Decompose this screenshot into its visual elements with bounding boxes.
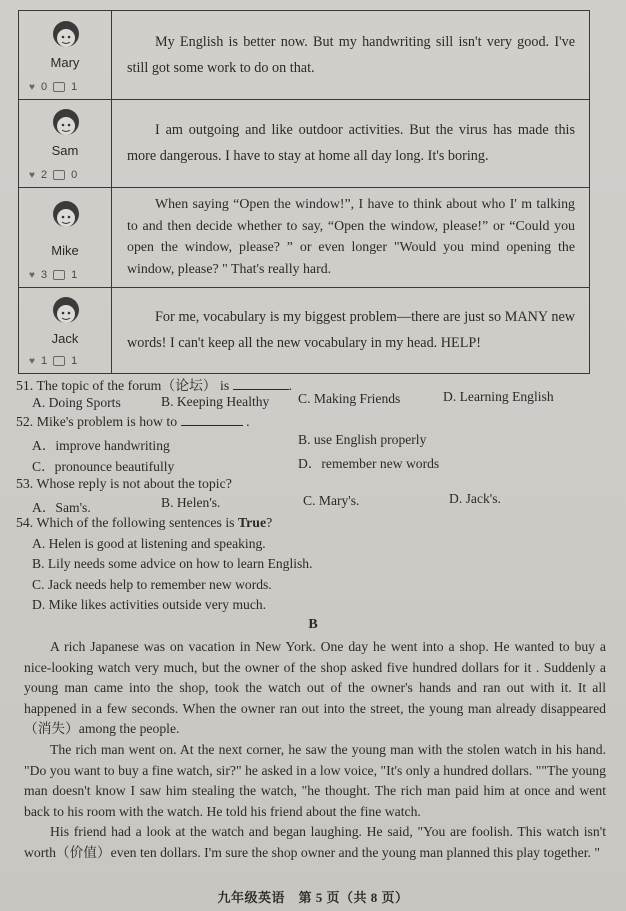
paragraph: A rich Japanese was on vacation in New York. One day he went into a shop. He wanted to buy a nice-looking watch very much, but the owner of the shop asked five hundred dollars for it . Suddenly a young man came into the shop, took the watch out of the owner's hands and ran out with it. It all happened in a few seconds. When the owner ran out into the street, the young man already disappeared（消失）among the people. <box>24 639 606 737</box>
like-count: 1 <box>40 355 48 367</box>
post-text-content: My English is better now. But my handwriting sill isn't very good. I've still got some work to do on that. <box>127 34 575 76</box>
question-51 <box>16 374 292 394</box>
like-count: 2 <box>40 169 48 181</box>
like-count: 3 <box>40 269 48 281</box>
user-cell <box>19 287 112 373</box>
comment-icon <box>53 356 65 366</box>
page-footer: 九年级英语 第 5 页（共 8 页） <box>217 890 409 905</box>
question-stem: 52. Mike's problem is how to <box>16 414 178 429</box>
avatar-icon <box>49 19 83 53</box>
question-54 <box>16 515 272 531</box>
option-c[interactable]: C．pronounce beautifully <box>32 459 175 474</box>
option-a[interactable]: A. Helen is good at listening and speaking. <box>32 536 266 551</box>
option-d[interactable]: D．remember new words <box>298 456 440 471</box>
option-b[interactable]: B. Helen's. <box>161 495 221 510</box>
post-text <box>127 99 575 187</box>
forum-row-jack <box>19 287 589 373</box>
answer-blank[interactable] <box>233 389 289 390</box>
heart-icon: ♥ <box>29 355 35 367</box>
option-a[interactable]: A．Sam's. <box>32 500 91 515</box>
avatar-icon <box>49 199 83 233</box>
comment-icon <box>53 270 65 280</box>
forum-row-mike <box>19 187 589 288</box>
question-stem: 51. The topic of the forum（论坛） is <box>16 378 230 393</box>
section-b-heading: B <box>308 617 318 632</box>
post-text-content: I am outgoing and like outdoor activities. But the virus has made this more dangerous. I have to stay at home all day long. It's boring. <box>127 122 575 164</box>
user-cell <box>19 187 112 287</box>
avatar-icon <box>49 107 83 141</box>
comment-icon <box>53 170 65 180</box>
username: Jack <box>51 331 79 346</box>
option-b[interactable]: B. Keeping Healthy <box>161 394 270 409</box>
post-stats <box>29 169 77 181</box>
heart-icon: ♥ <box>29 81 35 93</box>
forum-row-sam <box>19 99 589 188</box>
avatar-icon <box>49 295 83 329</box>
reading-passage <box>24 637 606 864</box>
question-stem: 54. Which of the following sentences is <box>16 515 235 530</box>
comment-count: 1 <box>71 269 78 281</box>
forum-table <box>18 10 590 374</box>
comment-count: 1 <box>71 355 78 367</box>
question-stem-end: . <box>246 414 250 429</box>
post-text-content: For me, vocabulary is my biggest problem—there are just so MANY new words! I can't keep all the new vocabulary in my head. HELP! <box>127 309 575 351</box>
user-cell <box>19 11 112 99</box>
question-52 <box>16 414 250 430</box>
option-d[interactable]: D. Mike likes activities outside very much. <box>32 597 267 612</box>
option-c[interactable]: C. Jack needs help to remember new words. <box>32 577 272 592</box>
question-53: 53. Whose reply is not about the topic? <box>16 476 232 491</box>
username: Mike <box>51 243 79 258</box>
comment-icon <box>53 82 65 92</box>
option-a[interactable]: A．improve handwriting <box>32 438 170 453</box>
question-stem-bold: True <box>238 515 267 530</box>
option-c[interactable]: C. Making Friends <box>298 391 401 406</box>
option-d[interactable]: D. Jack's. <box>449 491 501 506</box>
answer-blank[interactable] <box>181 425 243 426</box>
heart-icon: ♥ <box>29 169 35 181</box>
paragraph: The rich man went on. At the next corner, he saw the young man with the stolen watch in his hand. "Do you want to buy a fine watch, sir?" he asked in a low voice, "It's only a hundred dollars. ""The young man doesn't know I saw him stealing the watch, "he thought. The rich man paid him at once and went back to his room with the watch. He told his friend about the fine watch. <box>24 741 606 819</box>
post-stats <box>29 355 77 367</box>
post-stats <box>29 269 77 281</box>
username: Sam <box>51 143 79 158</box>
post-stats <box>29 81 77 93</box>
user-cell <box>19 99 112 187</box>
heart-icon: ♥ <box>29 269 35 281</box>
option-a[interactable]: A. Doing Sports <box>32 395 121 410</box>
option-d[interactable]: D. Learning English <box>443 389 554 404</box>
option-b[interactable]: B. use English properly <box>298 432 427 447</box>
paragraph: His friend had a look at the watch and began laughing. He said, "You are foolish. This watch isn't worth（价值）even ten dollars. I'm sure the shop owner and the young man planned this play together. " <box>24 824 606 860</box>
comment-count: 1 <box>71 81 78 93</box>
question-stem-end: ? <box>266 515 273 530</box>
forum-row-mary <box>19 11 589 100</box>
post-text <box>127 187 575 287</box>
post-text <box>127 11 575 99</box>
post-text <box>127 287 575 373</box>
post-text-content: When saying “Open the window!”, I have to think about who I' m talking to and then decide whether to say, “Open the window, please!” or “Could you open the window, please? ” or even longer "Would you mind opening the window, please? " That's really hard. <box>127 197 575 277</box>
question-stem-end: . <box>288 378 293 393</box>
like-count: 0 <box>40 81 48 93</box>
username: Mary <box>50 55 80 70</box>
comment-count: 0 <box>71 169 78 181</box>
option-b[interactable]: B. Lily needs some advice on how to learn English. <box>32 556 313 571</box>
option-c[interactable]: C. Mary's. <box>303 493 360 508</box>
